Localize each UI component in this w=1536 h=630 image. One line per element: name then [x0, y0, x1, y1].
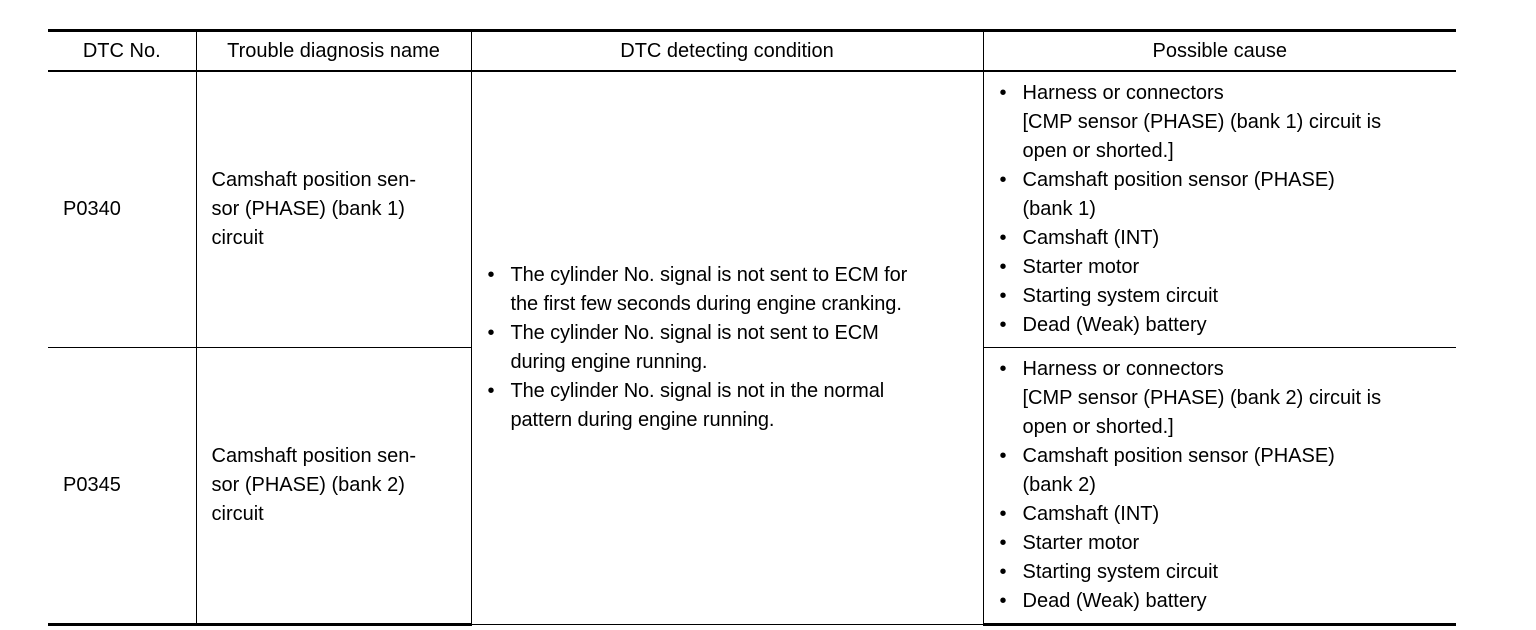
cause-line: • Harness or connectors	[1022, 358, 1224, 380]
list-item	[997, 253, 1449, 282]
header-dtc-no: DTC No.	[48, 31, 196, 72]
dtc-code: P0340	[48, 71, 196, 348]
cause-line: open or shorted.]	[1022, 416, 1174, 438]
list-item	[997, 79, 1449, 166]
header-possible-cause: Possible cause	[983, 31, 1456, 72]
name-line: circuit	[211, 227, 264, 249]
cause-line: (bank 1)	[1022, 198, 1096, 220]
list-item	[997, 558, 1449, 587]
cause-line: • Camshaft (INT)	[1022, 227, 1160, 249]
list-item	[997, 224, 1449, 253]
cause-line: • Dead (Weak) battery	[1022, 590, 1207, 612]
dtc-detecting-condition	[471, 71, 983, 625]
condition-line: the first few seconds during engine cranking.	[510, 293, 902, 315]
condition-line: • The cylinder No. signal is not in the normal	[510, 380, 885, 402]
list-item	[997, 311, 1449, 340]
name-line: sor (PHASE) (bank 1)	[211, 198, 405, 220]
cause-line: (bank 2)	[1022, 474, 1096, 496]
header-row	[48, 31, 1456, 72]
list-item	[485, 261, 979, 319]
cause-line: • Harness or connectors	[1022, 82, 1224, 104]
cause-line: open or shorted.]	[1022, 140, 1174, 162]
list-item	[997, 166, 1449, 224]
list-item	[485, 377, 979, 435]
cause-line: [CMP sensor (PHASE) (bank 1) circuit is	[1022, 111, 1382, 133]
name-line: Camshaft position sen-	[211, 169, 417, 191]
possible-cause	[983, 71, 1456, 348]
cause-list	[984, 79, 1457, 340]
cause-line: • Starter motor	[1022, 532, 1140, 554]
cause-list	[984, 355, 1457, 616]
cause-line: • Starter motor	[1022, 256, 1140, 278]
list-item	[997, 282, 1449, 311]
table-row	[48, 71, 1456, 348]
condition-line: pattern during engine running.	[510, 409, 775, 431]
name-line: circuit	[211, 503, 264, 525]
list-item	[997, 442, 1449, 500]
name-line: sor (PHASE) (bank 2)	[211, 474, 405, 496]
condition-line: • The cylinder No. signal is not sent to ECM for	[510, 264, 908, 286]
condition-line: • The cylinder No. signal is not sent to ECM	[510, 322, 879, 344]
condition-list	[472, 261, 983, 435]
cause-line: • Starting system circuit	[1022, 561, 1219, 583]
cause-line: [CMP sensor (PHASE) (bank 2) circuit is	[1022, 387, 1382, 409]
cause-line: • Starting system circuit	[1022, 285, 1219, 307]
trouble-diagnosis-name	[196, 71, 471, 348]
cause-line: • Camshaft position sensor (PHASE)	[1022, 169, 1335, 191]
name-line: Camshaft position sen-	[211, 445, 417, 467]
list-item	[485, 319, 979, 377]
trouble-diagnosis-name	[196, 348, 471, 625]
cause-line: • Camshaft position sensor (PHASE)	[1022, 445, 1335, 467]
header-dtc-detecting-condition: DTC detecting condition	[471, 31, 983, 72]
condition-line: during engine running.	[510, 351, 708, 373]
list-item	[997, 587, 1449, 616]
header-trouble-diagnosis-name: Trouble diagnosis name	[196, 31, 471, 72]
possible-cause	[983, 348, 1456, 625]
list-item	[997, 355, 1449, 442]
dtc-table	[48, 29, 1456, 626]
cause-line: • Camshaft (INT)	[1022, 503, 1160, 525]
dtc-code: P0345	[48, 348, 196, 625]
cause-line: • Dead (Weak) battery	[1022, 314, 1207, 336]
list-item	[997, 500, 1449, 529]
list-item	[997, 529, 1449, 558]
